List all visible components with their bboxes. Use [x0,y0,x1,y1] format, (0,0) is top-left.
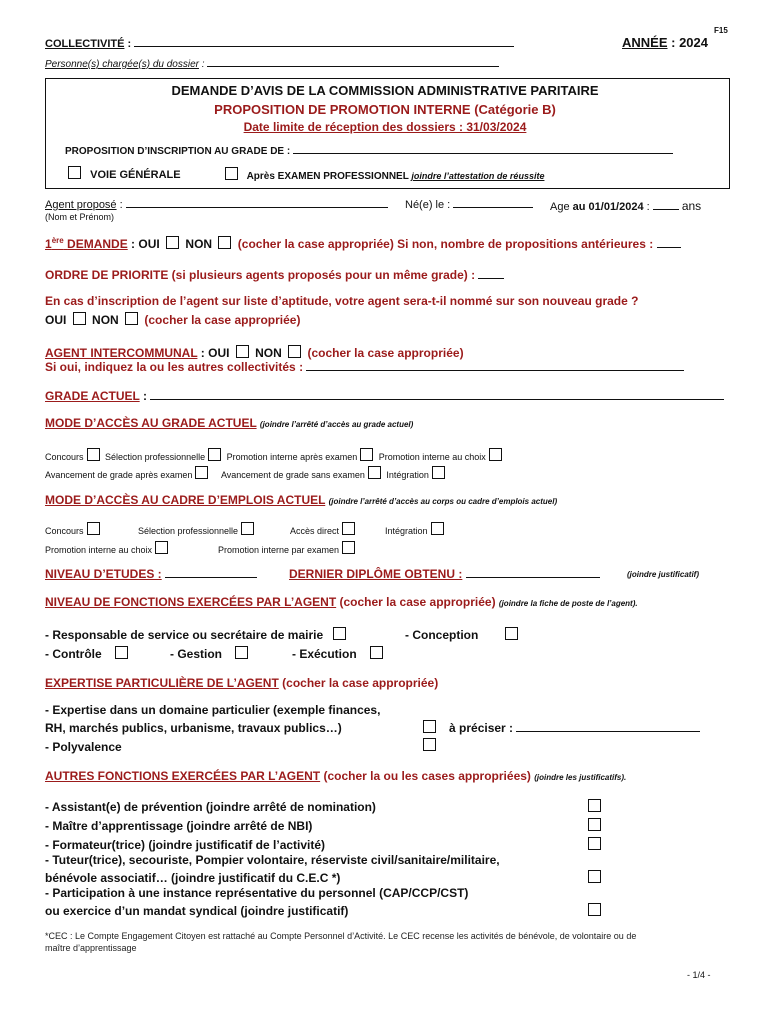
preciser-label: à préciser : [449,721,514,735]
voie-generale-option [65,166,181,181]
ordre-line[interactable] [478,278,504,279]
demande-non-checkbox[interactable] [218,236,231,249]
cadre-pi-examen: Promotion interne par examen [218,541,358,555]
grade-actuel-line[interactable] [150,399,724,400]
annee-value: 2024 [679,35,708,50]
mode-grade-title: MODE D’ACCÈS AU GRADE ACTUEL [45,416,257,430]
mode-cadre-note: (joindre l’arrêté d’accès au corps ou cadre d’emplois actuel) [328,497,558,506]
annee-label: ANNÉE [622,35,668,50]
prevention-option [585,798,604,816]
intercommunal-oui-label: OUI [208,346,230,360]
demande-text: (cocher la case appropriée) Si non, nombre de propositions antérieures : [237,237,654,251]
form-subtitle: PROPOSITION DE PROMOTION INTERNE (Catégorie B) [214,102,556,117]
execution-checkbox[interactable] [370,646,383,659]
voie-generale-checkbox[interactable] [68,166,81,179]
autres-item-tuteur: - Tuteur(trice), secouriste, Pompier volontaire, réserviste civil/sanitaire/militaire, [45,853,500,867]
fonctions-note2: (joindre la fiche de poste de l’agent). [498,599,638,608]
polyvalence-label: - Polyvalence [45,740,122,754]
agent-line[interactable] [126,207,388,208]
autres-item-prevention: - Assistant(e) de prévention (joindre arrêté de nomination) [45,800,376,814]
expertise-checkbox[interactable] [423,720,436,733]
aptitude-non-checkbox[interactable] [125,312,138,325]
ne-le-line[interactable] [453,207,533,208]
cadre-selection: Sélection professionnelle [138,522,257,536]
cadre-pi-choix: Promotion interne au choix [45,541,171,555]
demande-non-label: NON [185,237,213,251]
responsable-checkbox[interactable] [333,627,346,640]
autres-item-formateur: - Formateur(trice) (joindre justificatif de l’activité) [45,838,326,852]
expertise-header [45,676,438,690]
autres-item-participation: - Participation à une instance représentative du personnel (CAP/CCP/CST) [45,886,469,900]
aptitude-note: (cocher la case appropriée) [144,313,301,327]
etudes-note: (joindre justificatif) [627,570,699,579]
demande-row: 1ère DEMANDE : OUI NON (cocher la case appropriée) Si non, nombre de propositions antérieures : [45,236,681,251]
demande-line[interactable] [657,247,681,248]
expertise-note: (cocher la case appropriée) [282,676,439,690]
collectivite-label: COLLECTIVITÉ [45,38,125,50]
apprentissage-option [585,817,604,835]
agent-field: Agent proposé : [45,199,388,211]
gestion-checkbox[interactable] [235,646,248,659]
intercommunal-row: AGENT INTERCOMMUNAL : OUI NON (cocher la case appropriée) [45,346,464,360]
option-pi-examen-label: Promotion interne après examen [226,452,358,462]
aptitude-non-label: NON [92,313,119,327]
grade-actuel-label: GRADE ACTUEL [45,389,140,403]
expertise-line2: RH, marchés publics, urbanisme, travaux publics…) [45,721,342,735]
expertise-preciser [420,720,700,735]
ne-le-label: Né(e) le : [405,199,451,211]
apres-examen-checkbox[interactable] [225,167,238,180]
option-integration-label: Intégration [386,470,429,480]
age-suffix: ans [681,199,702,213]
age-field: Age au 01/01/2024 : ans [550,199,702,213]
intercommunal-note: (cocher la case appropriée) [307,346,464,360]
personnes-line[interactable] [207,66,499,67]
agent-sub: (Nom et Prénom) [45,212,115,222]
fonctions-header [45,595,638,609]
annee-field: ANNÉE : 2024 [622,35,708,50]
inscription-line[interactable] [293,153,673,154]
mode-grade-header [45,416,413,430]
fonction-controle: - Contrôle [45,646,131,661]
option-avancement-examen-label: Avancement de grade après examen [45,470,193,480]
fonction-execution: - Exécution [292,646,386,661]
intercommunal-non-label: NON [255,346,282,360]
voie-generale-label: VOIE GÉNÉRALE [90,169,181,181]
form-code: F15 [714,26,728,35]
intercommunal-label: AGENT INTERCOMMUNAL [45,346,198,360]
apres-examen-option [222,167,544,182]
aptitude-oui-label: OUI [45,313,67,327]
niveau-etudes-label: NIVEAU D’ETUDES : [45,567,162,581]
fonctions-title: NIVEAU DE FONCTIONS EXERCÉES PAR L’AGENT [45,595,337,609]
collectivites-row [45,360,684,374]
expertise-line1: - Expertise dans un domaine particulier (exemple finances, [45,703,381,717]
tuteur-checkbox[interactable] [588,870,601,883]
avancement-examen-checkbox[interactable] [195,466,208,479]
cadre-selection-checkbox[interactable] [241,522,254,535]
fonction-responsable: - Responsable de service ou secrétaire de mairie [45,627,349,642]
controle-checkbox[interactable] [115,646,128,659]
option-avancement-sans-label: Avancement de grade sans examen [220,470,365,480]
mode-cadre-header [45,493,557,507]
niveau-etudes-line[interactable] [165,577,257,578]
page-number: - 1/4 - [687,970,711,980]
diplome-row [289,567,600,581]
fonctions-note: (cocher la case appropriée) [339,595,496,609]
demande-oui-label: OUI [138,237,160,251]
preciser-line[interactable] [516,731,700,732]
prevention-checkbox[interactable] [588,799,601,812]
intercommunal-oui-checkbox[interactable] [236,345,249,358]
avancement-sans-checkbox[interactable] [368,466,381,479]
cadre-concours-checkbox[interactable] [87,522,100,535]
age-date: au 01/01/2024 [572,201,644,213]
personnes-label: Personne(s) chargée(s) du dossier [45,59,199,70]
autres-item-benevole: bénévole associatif… (joindre justificatif du C.E.C *) [45,871,341,885]
ordre-row [45,268,504,282]
agent-label: Agent proposé [45,199,117,211]
pi-choix-checkbox[interactable] [489,448,502,461]
conception-checkbox[interactable] [505,627,518,640]
intercommunal-non-checkbox[interactable] [288,345,301,358]
inscription-field [65,146,673,157]
cadre-acces-direct: Accès direct [290,522,358,536]
option-pi-choix-label: Promotion interne au choix [378,452,486,462]
cadre-pi-examen-checkbox[interactable] [342,541,355,554]
ordre-text: ORDRE DE PRIORITE (si plusieurs agents proposés pour un même grade) : [45,268,476,282]
apprentissage-checkbox[interactable] [588,818,601,831]
personnes-field: Personne(s) chargée(s) du dossier : [45,59,499,70]
demande-label: 1ère DEMANDE [45,236,128,251]
collectivites-line[interactable] [306,370,684,371]
formateur-checkbox[interactable] [588,837,601,850]
concours-checkbox[interactable] [87,448,100,461]
participation-checkbox[interactable] [588,903,601,916]
expertise-title: EXPERTISE PARTICULIÈRE DE L’AGENT [45,676,279,690]
collectivite-field: COLLECTIVITÉ : [45,38,514,50]
aptitude-row [45,312,300,327]
autres-note2: (joindre les justificatifs). [534,773,627,782]
autres-item-apprentissage: - Maître d’apprentissage (joindre arrêté de NBI) [45,819,313,833]
diplome-label: DERNIER DIPLÔME OBTENU : [289,567,463,581]
deadline: Date limite de réception des dossiers : 31/03/2024 [243,120,527,134]
selection-checkbox[interactable] [208,448,221,461]
demande-oui-checkbox[interactable] [166,236,179,249]
tuteur-option [585,869,604,887]
autres-item-mandat: ou exercice d’un mandat syndical (joindre justificatif) [45,904,349,918]
autres-note: (cocher la ou les cases appropriées) [323,769,531,783]
mode-grade-row1 [45,448,505,462]
polyvalence-checkbox[interactable] [423,738,436,751]
mode-cadre-title: MODE D’ACCÈS AU CADRE D’EMPLOIS ACTUEL [45,493,326,507]
formateur-option [585,836,604,854]
cadre-pi-choix-checkbox[interactable] [155,541,168,554]
footnote-line1: *CEC : Le Compte Engagement Citoyen est rattaché au Compte Personnel d’Activité. Le CEC recense les activités de bénévole, de volontaire ou de [45,931,637,941]
cadre-integration-checkbox[interactable] [431,522,444,535]
apres-examen-note: joindre l’attestation de réussite [411,171,545,181]
mode-grade-row2 [45,466,448,480]
form-title: DEMANDE D’AVIS DE LA COMMISSION ADMINISTRATIVE PARITAIRE [171,83,599,98]
option-selection-label: Sélection professionnelle [105,452,206,462]
age-prefix: Age [550,201,570,213]
participation-option [585,902,604,920]
mode-grade-note: (joindre l’arrêté d’accès au grade actuel) [259,420,414,429]
aptitude-question: En cas d’inscription de l’agent sur liste d’aptitude, votre agent sera-t-il nommé sur son nouveau grade ? [45,294,639,308]
grade-actuel-row: GRADE ACTUEL : [45,389,724,403]
pi-examen-checkbox[interactable] [360,448,373,461]
ne-le-field [405,199,533,211]
footnote-line2: maître d’apprentissage [45,943,137,953]
cadre-concours: Concours [45,522,103,536]
fonction-gestion: - Gestion [170,646,251,661]
autres-header [45,769,626,783]
cadre-integration: Intégration [385,522,447,536]
autres-title: AUTRES FONCTIONS EXERCÉES PAR L’AGENT [45,769,321,783]
integration-checkbox[interactable] [432,466,445,479]
fonction-conception: - Conception [405,627,521,642]
collectivite-line[interactable] [134,46,514,47]
niveau-etudes-row [45,567,257,581]
option-concours-label: Concours [45,452,84,462]
apres-examen-label: Après EXAMEN PROFESSIONNEL [246,171,409,182]
diplome-line[interactable] [466,577,600,578]
inscription-label: PROPOSITION D’INSCRIPTION AU GRADE DE : [65,146,291,157]
age-line[interactable] [653,209,679,210]
polyvalence-option [420,738,439,753]
aptitude-oui-checkbox[interactable] [73,312,86,325]
collectivites-label: Si oui, indiquez la ou les autres collectivités : [45,360,304,374]
cadre-acces-direct-checkbox[interactable] [342,522,355,535]
